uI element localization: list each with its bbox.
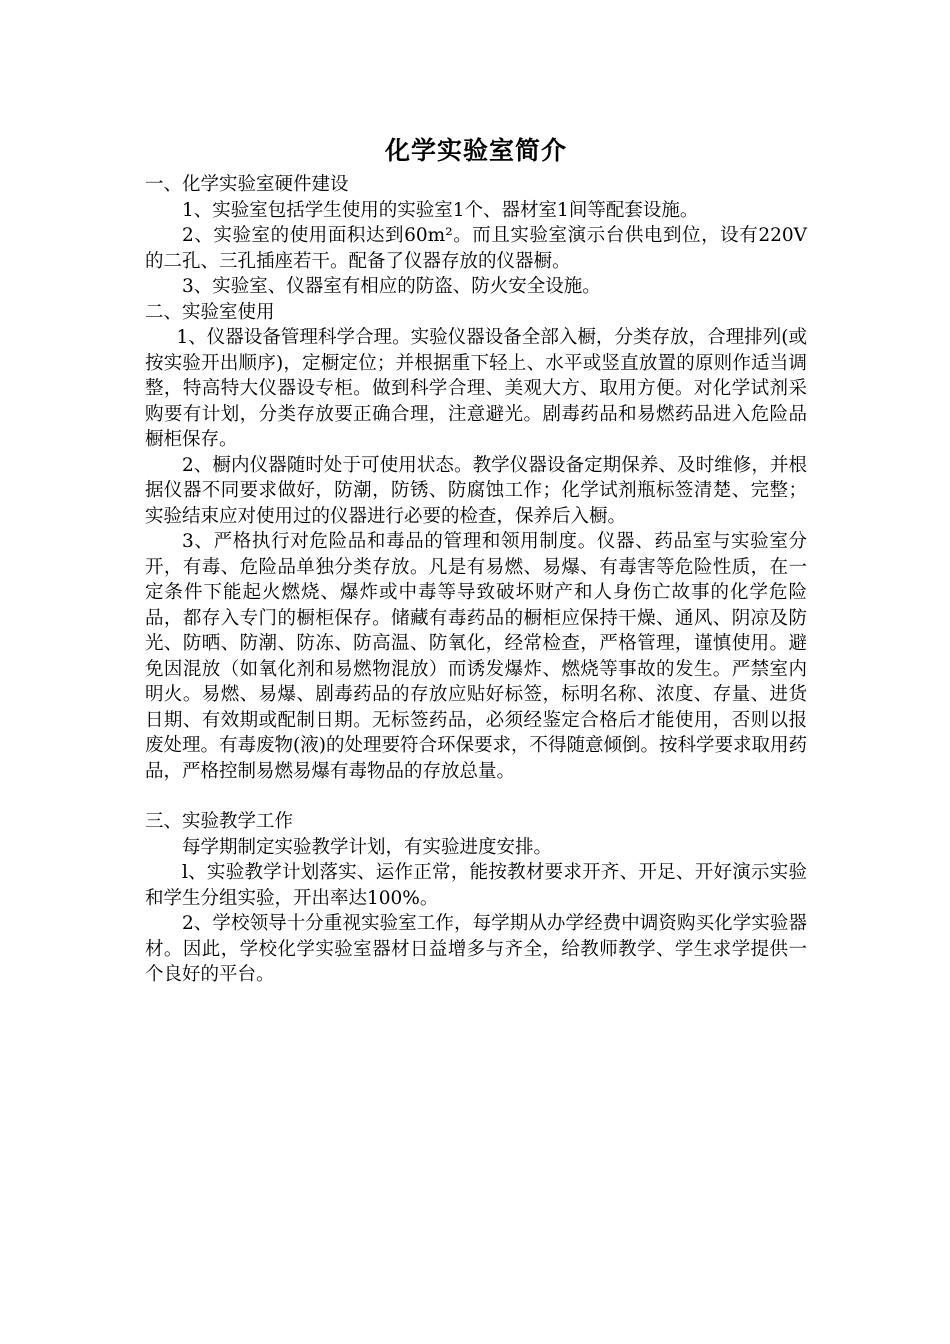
section-heading: 一、化学实验室硬件建设 — [145, 174, 349, 195]
section-teaching — [145, 809, 807, 988]
paragraph: 3、严格执行对危险品和毒品的管理和领用制度。仪器、药品室与实验室分开，有毒、危险品单独分类存放。凡是有易燃、易爆、有毒害等危险性质，在一定条件下能起火燃烧、爆炸或中毒等导致破坏财产和人身伤亡故事的化学危险品，都存入专门的橱柜保存。储藏有毒药品的橱柜应保持干燥、通风、阴凉及防光、防晒、防潮、防冻、防高温、防氧化，经常检查，严格管理，谨慎使用。避免因混放（如氧化剂和易燃物混放）而诱发爆炸、燃烧等事故的发生。严禁室内明火。易燃、易爆、剧毒药品的存放应贴好标签，标明名称、浓度、存量、进货日期、有效期或配制日期。无标签药品，必须经鉴定合格后才能使用，否则以报废处理。有毒废物(液)的处理要符合环保要求，不得随意倾倒。按科学要求取用药品，严格控制易燃易爆有毒物品的存放总量。 — [145, 531, 807, 782]
section-heading: 二、实验室使用 — [145, 301, 275, 323]
blank-line — [145, 784, 807, 809]
paragraph: 1、仪器设备管理科学合理。实验仪器设备全部入橱，分类存放，合理排列(或按实验开出顺序)，定橱定位；并根据重下轻上、水平或竖直放置的原则作适当调整，特高特大仪器设专柜。做到科学合理、美观大方、取用方便。对化学试剂采购要有计划，分类存放要正确合理，注意避光。剧毒药品和易燃药品进入危险品橱柜保存。 — [145, 327, 807, 450]
paragraph: 2、学校领导十分重视实验室工作，每学期从办学经费中调资购买化学实验器材。因此，学校化学实验室器材日益增多与齐全，给教师教学、学生求学提供一个良好的平台。 — [145, 913, 807, 985]
section-lab-usage — [145, 300, 807, 785]
paragraph: 1、实验室包括学生使用的实验室1个、器材室1间等配套设施。 — [182, 199, 699, 221]
paragraph: 2、实验室的使用面积达到60m²。而且实验室演示台供电到位，设有220V的二孔、三孔插座若干。配备了仪器存放的仪器橱。 — [145, 225, 807, 272]
section-heading: 三、实验教学工作 — [145, 811, 294, 832]
document-title: 化学实验室简介 — [384, 136, 567, 165]
document-page — [145, 132, 807, 988]
paragraph: 3、实验室、仪器室有相应的防盗、防火安全设施。 — [182, 276, 601, 297]
section-hardware — [145, 172, 807, 300]
paragraph: 每学期制定实验教学计划，有实验进度安排。 — [182, 836, 553, 858]
paragraph: l、实验教学计划落实、运作正常，能按教材要求开齐、开足、开好演示实验和学生分组实验，开出率达100%。 — [145, 862, 807, 909]
paragraph: 2、橱内仪器随时处于可使用状态。教学仪器设备定期保养、及时维修，并根据仪器不同要求做好，防潮，防锈、防腐蚀工作；化学试剂瓶标签清楚、完整；实验结束应对使用过的仪器进行必要的检查，保养后入橱。 — [145, 454, 807, 527]
